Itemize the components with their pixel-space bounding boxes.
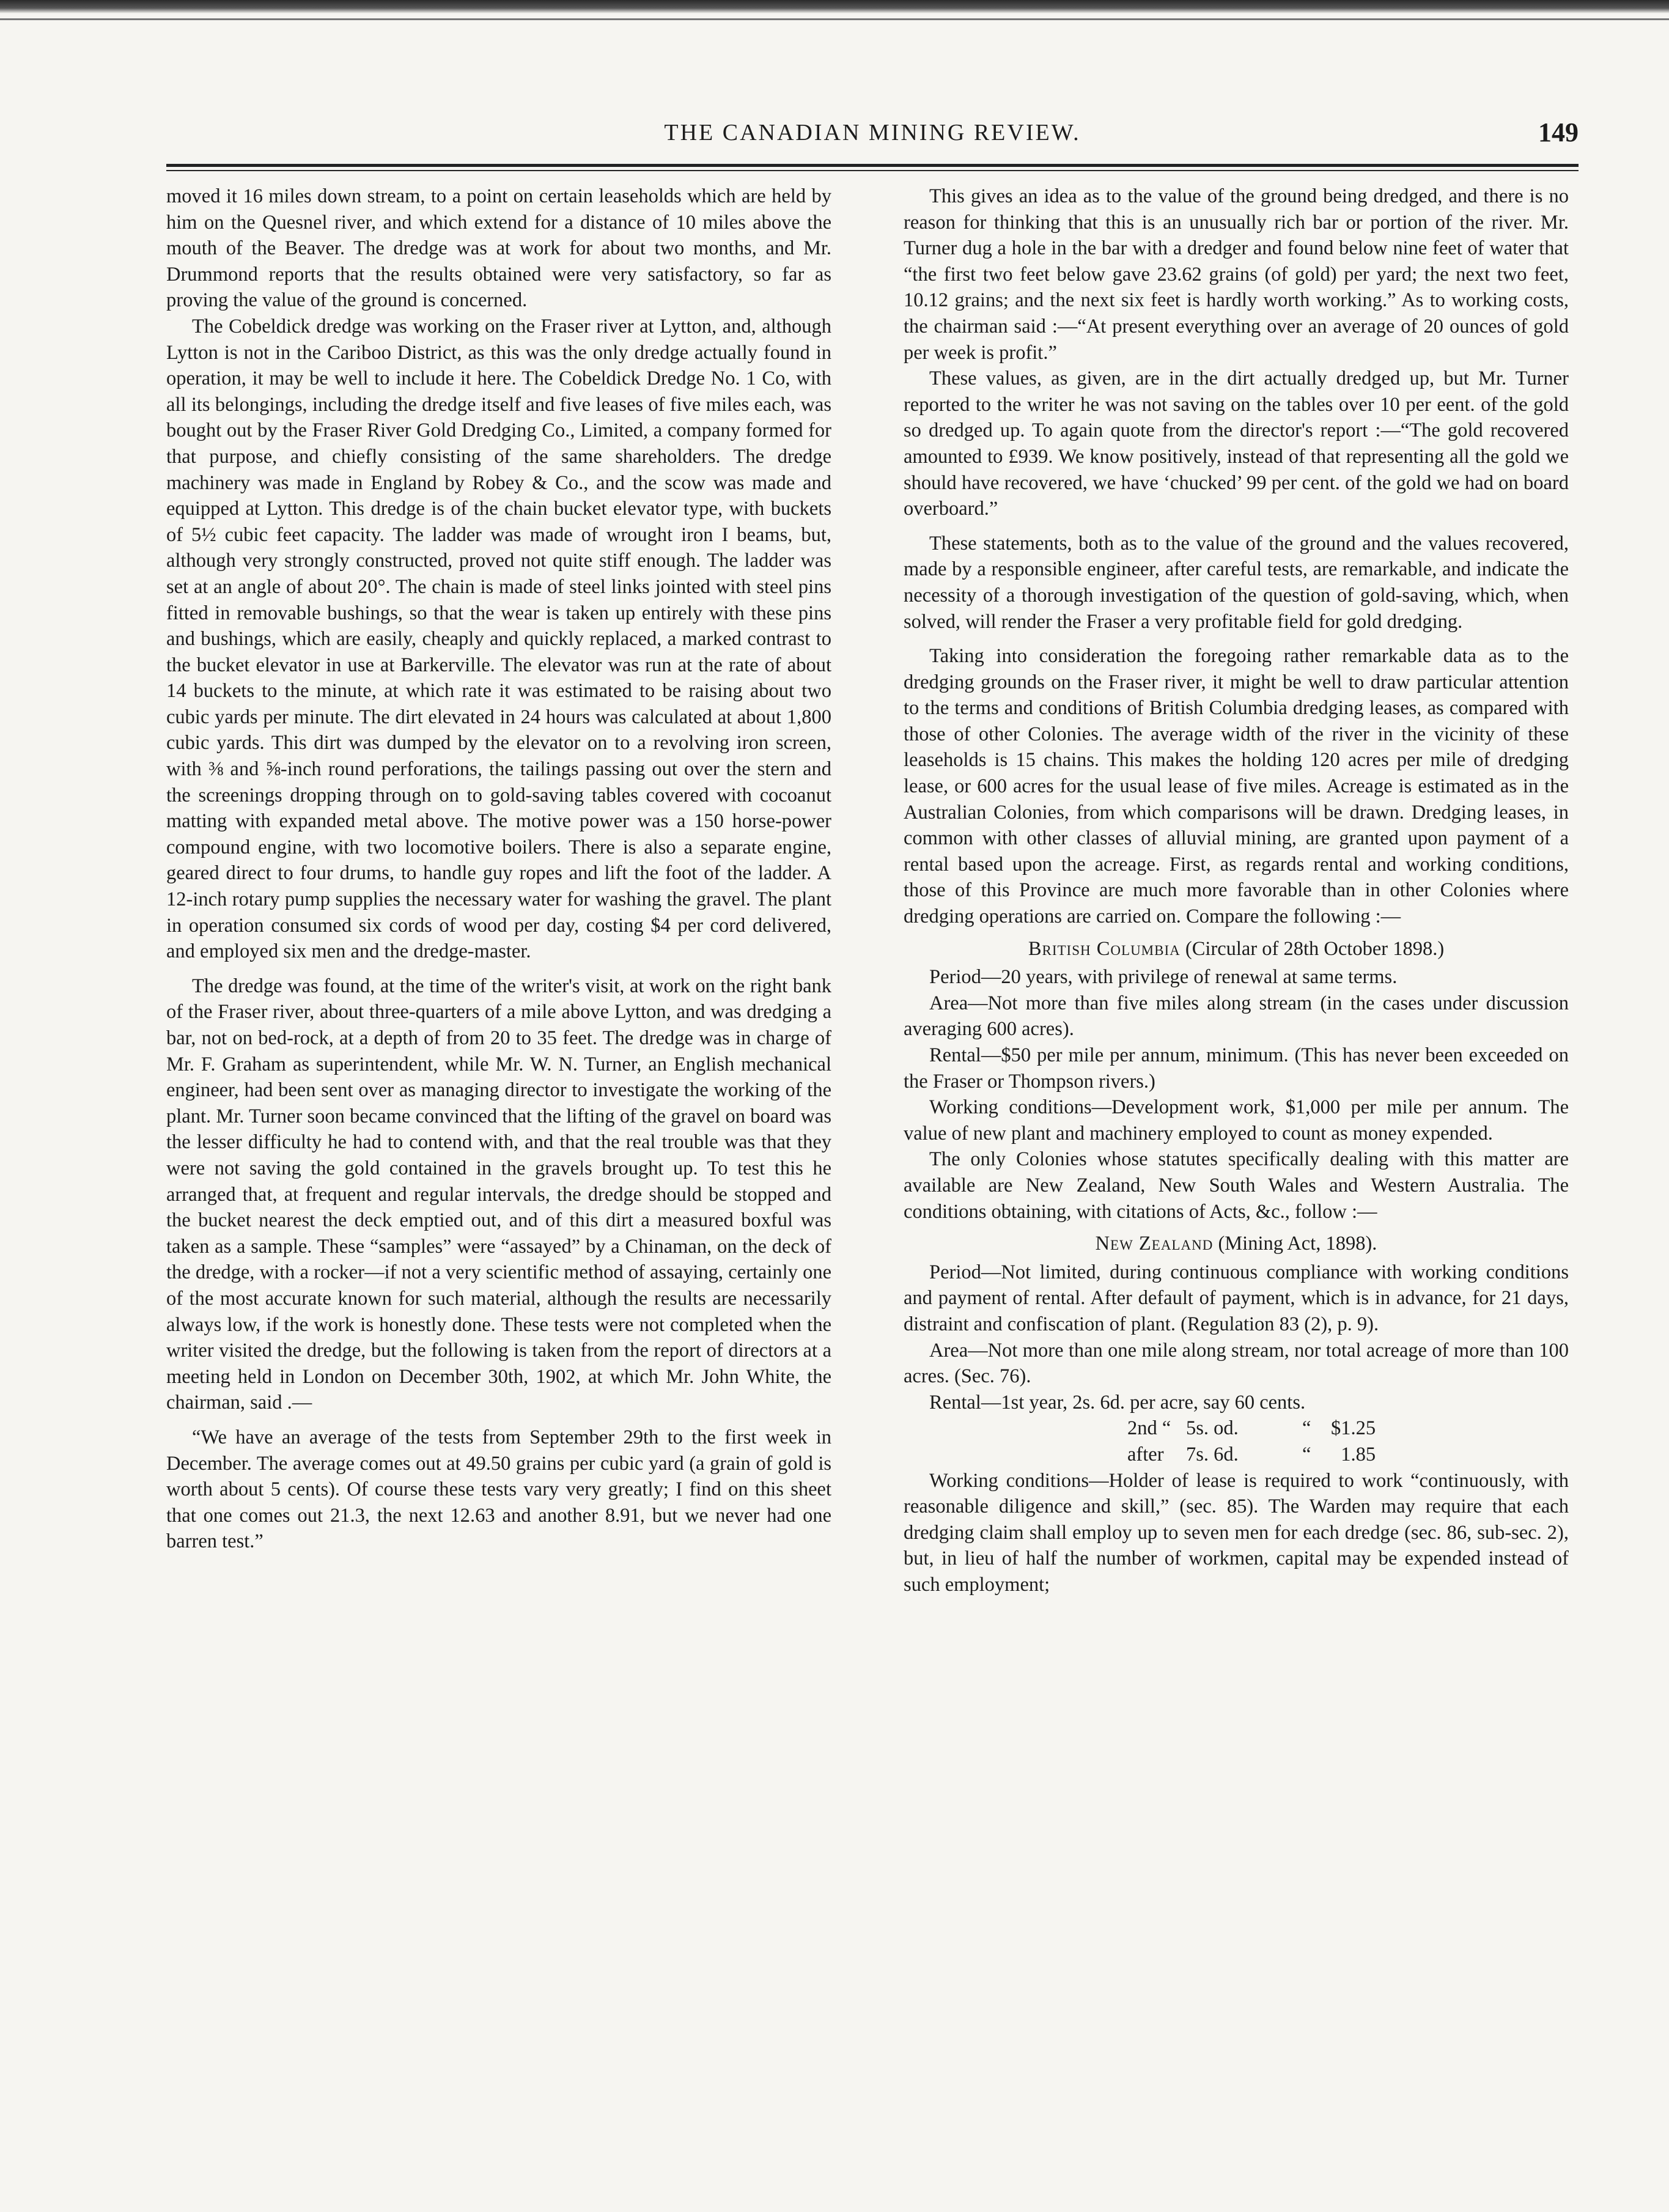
header-rule-thick xyxy=(166,164,1579,167)
page-number: 149 xyxy=(1538,117,1579,147)
right-paragraph-3: These statements, both as to the value of the ground and the values recovered, made by a responsible engineer, after careful tests, are remarkable, and indicate the necessity of a thorough investigation of the question of gold-saving, which, when solved, will render the Fraser a very profitable field for gold dredging. xyxy=(904,532,1569,633)
nz-rental: Rental—1st year, 2s. 6d. per acre, say 60 cents. xyxy=(929,1391,1306,1414)
left-paragraph-4-quote: “We have an average of the tests from September 29th to the first week in December. The average comes out at 49.50 grains per cubic yard (a grain of gold is worth about 5 cents). Of course these tests vary very greatly; I find on this sheet that one comes out 21.3, the next 12.63 and another 8.91, but we never had one barren test.” xyxy=(166,1426,831,1553)
nz-period: Period—Not limited, during continuous compliance with working conditions and payment of rental. After default of payment, which is in advance, for 21 days, distraint and confiscation of plant. (Regulation 83 (2), p. 9). xyxy=(904,1261,1569,1335)
rental-year: after xyxy=(1127,1443,1164,1465)
nz-rental-row xyxy=(904,1442,1569,1468)
right-paragraph-1: This gives an idea as to the value of the ground being dredged, and there is no reason for thinking that this is an unusually rich bar or portion of the river. Mr. Turner dug a hole in the bar with a dredger and found below nine feet of water that “the first two feet below gave 23.62 grains (of gold) per yard; the next two feet, 10.12 grains; and the next six feet is hardly worth working.” As to working costs, the chairman said :—“At present everything over an average of 20 ounces of gold per week is profit.” xyxy=(904,185,1569,364)
bc-period: Period—20 years, with privilege of renewal at same terms. xyxy=(929,966,1398,989)
right-paragraph-4: Taking into consideration the foregoing rather remarkable data as to the dredging grounds on the Fraser river, it might be well to draw particular attention to the terms and conditions of British Columbia dredging leases, as compared with those of other Colonies. The average width of the river in the vicinity of these leaseholds is 15 chains. This makes the holding 120 acres per mile of dredging lease, or 600 acres for the usual lease of five miles. Acreage is estimated as in the Australian Colonies, from which comparisons will be drawn. Dredging leases, in common with other classes of alluvial mining, are granted upon payment of a rental based upon the acreage. First, as regards rental and working conditions, those of this Province are much more favorable than in other Colonies where dredging operations are carried on. Compare the following :— xyxy=(904,645,1569,928)
left-paragraph-2: The Cobeldick dredge was working on the Fraser river at Lytton, and, although Lytton is not in the Cariboo District, as this was the only dredge actually found in operation, it may be well to include it here. The Cobeldick Dredge No. 1 Co, with all its belongings, including the dredge itself and five leases of five miles each, was bought out by the Fraser River Gold Dredging Co., Limited, a company formed for that purpose, and chiefly consisting of the same shareholders. The dredge machinery was made in England by Robey & Co., and the scow was made and equipped at Lytton. This dredge is of the chain bucket elevator type, with buckets of 5½ cubic feet capacity. The ladder was made of wrought iron I beams, but, although very strongly constructed, proved not quite stiff enough. The ladder was set at an angle of about 20°. The chain is made of steel links jointed with steel pins fitted in removable bushings, so that the wear is taken up entirely with these pins and bushings, which are easily, cheaply and quickly replaced, a marked contrast to the bucket elevator in use at Barkerville. The elevator was run at the rate of about 14 buckets to the minute, at which rate it was estimated to be raising about two cubic yards per minute. The dirt elevated in 24 hours was calculated at about 1,800 cubic yards. This dirt was dumped by the elevator on to a revolving iron screen, with ⅜ and ⅝-inch round perforations, the tailings passing out over the stern and the screenings dropping through on to gold-saving tables covered with cocoanut matting with expanded metal above. The motive power was a 150 horse-power compound engine, with two locomotive boilers. There is also a separate engine, geared direct to four drums, to handle guy ropes and lift the foot of the ladder. A 12-inch rotary pump supplies the necessary water for washing the gravel. The plant in operation consumed six cords of wood per day, costing $4 per cord delivered, and employed six men and the dredge-master. xyxy=(166,315,831,963)
left-paragraph-1: moved it 16 miles down stream, to a point on certain leaseholds which are held by him on the Quesnel river, and which extend for a distance of 10 miles above the mouth of the Beaver. The dredge was at work for about two months, and Mr. Drummond reports that the results obtained were very satisfactory, so far as proving the value of the ground is concerned. xyxy=(166,185,831,312)
header-rule-thin xyxy=(166,170,1579,171)
nz-rental-row xyxy=(904,1415,1569,1442)
left-paragraph-3: The dredge was found, at the time of the writer's visit, at work on the right bank of the Fraser river, about three-quarters of a mile above Lytton, and was dredging a bar, not on bed-rock, at a depth of from 20 to 35 feet. The dredge was in charge of Mr. F. Graham as superintendent, while Mr. W. N. Turner, an English mechanical engineer, had been sent over as managing director to investigate the working of the plant. Mr. Turner soon became convinced that the lifting of the gravel on board was the lesser difficulty he had to contend with, and that the real trouble was that they were not saving the gold contained in the gravels brought up. To test this he arranged that, at frequent and regular intervals, the dredge should be stopped and the bucket nearest the deck emptied out, and of this dirt a measured boxful was taken as a sample. These “samples” were “assayed” by a Chinaman, on the deck of the dredge, with a rocker—if not a very scientific method of assaying, certainly one of the most accurate known for such material, although the results are necessarily always low, if the work is honestly done. These tests were not completed when the writer visited the dredge, but the following is taken from the report of directors at a meeting held in London on December 30th, 1902, at which Mr. John White, the chairman, said .— xyxy=(166,975,831,1414)
colonies-intro: The only Colonies whose statutes specifically dealing with this matter are available are New Zealand, New South Wales and Western Australia. The conditions obtaining, with citations of Acts, &c., follow :— xyxy=(904,1148,1569,1223)
right-paragraph-2: These values, as given, are in the dirt actually dredged up, but Mr. Turner reported to the writer he was not saving on the tables over 10 per eent. of the gold so dredged up. To again quote from the director's report :—“The gold recovered amounted to £939. We know positively, instead of that representing all the gold we should have recovered, we have ‘chucked’ 99 per cent. of the gold we had on board overboard.” xyxy=(904,367,1569,520)
bc-rental: Rental—$50 per mile per annum, minimum. (This has never been exceeded on the Fraser or Thompson rivers.) xyxy=(904,1044,1569,1093)
right-column xyxy=(904,183,1569,2201)
rental-year: 2nd “ xyxy=(1127,1417,1171,1440)
running-title: THE CANADIAN MINING REVIEW. xyxy=(664,120,1081,146)
nz-heading-name: New Zealand xyxy=(1095,1233,1214,1255)
nz-heading-citation: (Mining Act, 1898). xyxy=(1213,1233,1377,1255)
bc-heading xyxy=(904,936,1569,962)
bc-area: Area—Not more than five miles along stream (in the cases under discussion averaging 600 acres). xyxy=(904,992,1569,1041)
page-header xyxy=(166,119,1579,156)
left-column xyxy=(166,183,831,2201)
nz-heading xyxy=(904,1231,1569,1257)
bc-working-conditions: Working conditions—Development work, $1,000 per mile per annum. The value of new plant and machinery employed to count as money expended. xyxy=(904,1096,1569,1145)
nz-area: Area—Not more than one mile along stream, nor total acreage of more than 100 acres. (Sec. 76). xyxy=(904,1339,1569,1388)
rental-dollars: “ 1.85 xyxy=(1302,1443,1376,1465)
nz-working-conditions: Working conditions—Holder of lease is required to work “continuously, with reasonable diligence and skill,” (sec. 85). The Warden may require that each dredging claim shall employ up to seven men for each dredge (sec. 86, sub-sec. 2), but, in lieu of half the number of workmen, capital may be expended instead of such employment; xyxy=(904,1469,1569,1596)
rental-dollars: “ $1.25 xyxy=(1302,1417,1376,1440)
rental-sterling: 5s. od. xyxy=(1186,1417,1239,1440)
page-top-band xyxy=(0,0,1669,13)
bc-heading-citation: (Circular of 28th October 1898.) xyxy=(1180,937,1445,960)
rental-sterling: 7s. 6d. xyxy=(1186,1443,1239,1465)
bc-heading-name: British Columbia xyxy=(1028,937,1181,960)
page-top-line xyxy=(0,18,1669,20)
